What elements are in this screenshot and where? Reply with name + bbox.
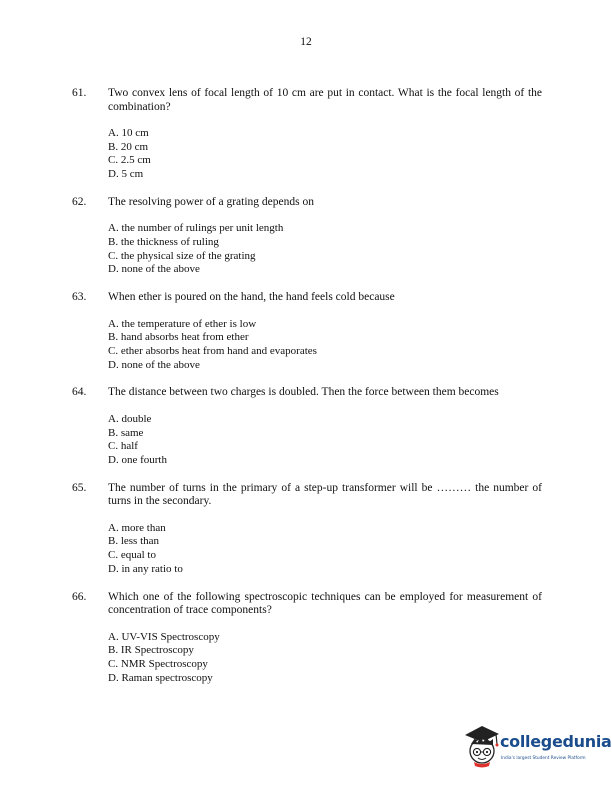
option-a: A. 10 cm <box>108 127 149 139</box>
question-62 <box>72 196 542 277</box>
question-text: The number of turns in the primary of a step-up transformer will be ……… the number of turns in the secondary. <box>108 481 542 508</box>
question-text: The resolving power of a grating depends on <box>108 195 314 208</box>
question-number: 62. <box>72 195 87 208</box>
question-number: 65. <box>72 481 87 494</box>
option-c: C. the physical size of the grating <box>108 249 256 262</box>
logo-tagline: India's largest Student Review Platform <box>501 756 586 761</box>
question-list <box>72 87 542 699</box>
question-number: 61. <box>72 87 87 99</box>
graduate-mascot-icon <box>462 720 502 776</box>
option-d: D. Raman spectroscopy <box>108 671 213 684</box>
question-text: When ether is poured on the hand, the hand feels cold because <box>108 291 395 304</box>
question-text: Two convex lens of focal length of 10 cm are put in contact. What is the focal length of the combination? <box>108 87 542 113</box>
option-b: B. less than <box>108 535 160 548</box>
option-list <box>108 318 542 373</box>
option-list <box>108 522 542 577</box>
page-number: 12 <box>300 36 312 48</box>
option-d: D. one fourth <box>108 454 167 467</box>
option-c: C. equal to <box>108 549 156 562</box>
question-number: 64. <box>72 386 87 399</box>
question-number: 66. <box>72 590 87 603</box>
option-b: B. IR Spectroscopy <box>108 644 194 657</box>
question-61 <box>72 87 542 182</box>
question-64 <box>72 386 542 467</box>
option-b: B. same <box>108 426 144 439</box>
question-66 <box>72 591 542 686</box>
option-d: D. 5 cm <box>108 168 144 181</box>
question-63 <box>72 291 542 372</box>
option-b: B. 20 cm <box>108 140 149 153</box>
option-a: A. more than <box>108 521 166 534</box>
option-list <box>108 631 542 686</box>
option-a: A. UV-VIS Spectroscopy <box>108 630 220 643</box>
question-number: 63. <box>72 291 87 304</box>
option-list <box>108 413 542 468</box>
option-b: B. the thickness of ruling <box>108 236 219 249</box>
option-d: D. none of the above <box>108 263 200 276</box>
option-a: A. the temperature of ether is low <box>108 317 257 330</box>
option-d: D. in any ratio to <box>108 562 183 575</box>
option-c: C. 2.5 cm <box>108 154 151 167</box>
question-text: The distance between two charges is doubled. Then the force between them becomes <box>108 386 499 399</box>
logo-wordmark: collegedunia <box>500 732 612 751</box>
option-b: B. hand absorbs heat from ether <box>108 331 249 344</box>
option-c: C. NMR Spectroscopy <box>108 657 208 670</box>
option-list <box>108 127 542 182</box>
option-c: C. half <box>108 440 138 453</box>
question-65 <box>72 482 542 577</box>
collegedunia-logo <box>462 720 612 776</box>
option-d: D. none of the above <box>108 358 200 371</box>
option-a: A. double <box>108 412 152 425</box>
option-list <box>108 222 542 277</box>
question-text: Which one of the following spectroscopic techniques can be employed for measurement of concentration of trace components? <box>108 590 542 617</box>
option-a: A. the number of rulings per unit length <box>108 222 284 235</box>
option-c: C. ether absorbs heat from hand and evaporates <box>108 345 317 358</box>
